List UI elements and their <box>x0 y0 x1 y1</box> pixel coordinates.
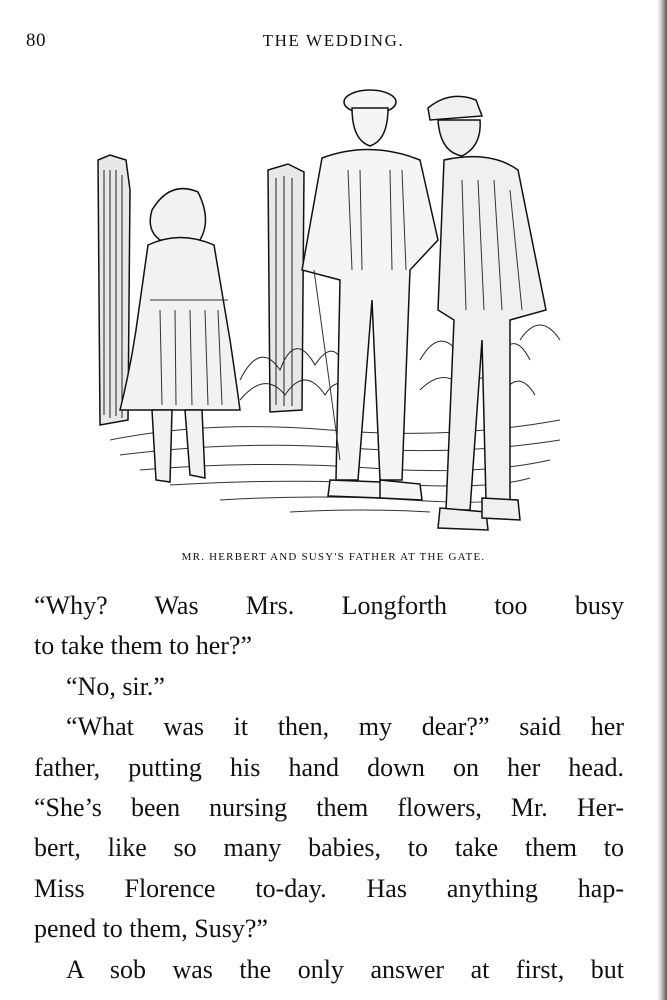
text-line: “What was it then, my dear?” said her <box>66 712 624 742</box>
text-line: pened to them, Susy?” <box>34 914 268 944</box>
text-line: father, putting his hand down on her head. <box>34 752 624 782</box>
body-text <box>34 586 624 990</box>
text-line: bert, like so many babies, to take them to <box>34 833 624 863</box>
running-head: THE WEDDING. <box>262 31 405 50</box>
engraving-illustration <box>90 80 570 535</box>
text-line: “Why? Was Mrs. Longforth too busy <box>34 591 624 620</box>
page-number: 80 <box>26 30 46 51</box>
text-line: Miss Florence to-day. Has anything hap- <box>34 873 624 903</box>
text-line: to take them to her?” <box>34 631 253 661</box>
text-line: A sob was the only answer at first, but <box>66 954 624 984</box>
figure-caption: MR. HERBERT AND SUSY'S FATHER AT THE GATE. <box>181 551 486 563</box>
text-line: “No, sir.” <box>66 671 165 701</box>
page-edge-shadow <box>657 0 667 1000</box>
text-line: “She’s been nursing them flowers, Mr. Her- <box>34 792 624 822</box>
